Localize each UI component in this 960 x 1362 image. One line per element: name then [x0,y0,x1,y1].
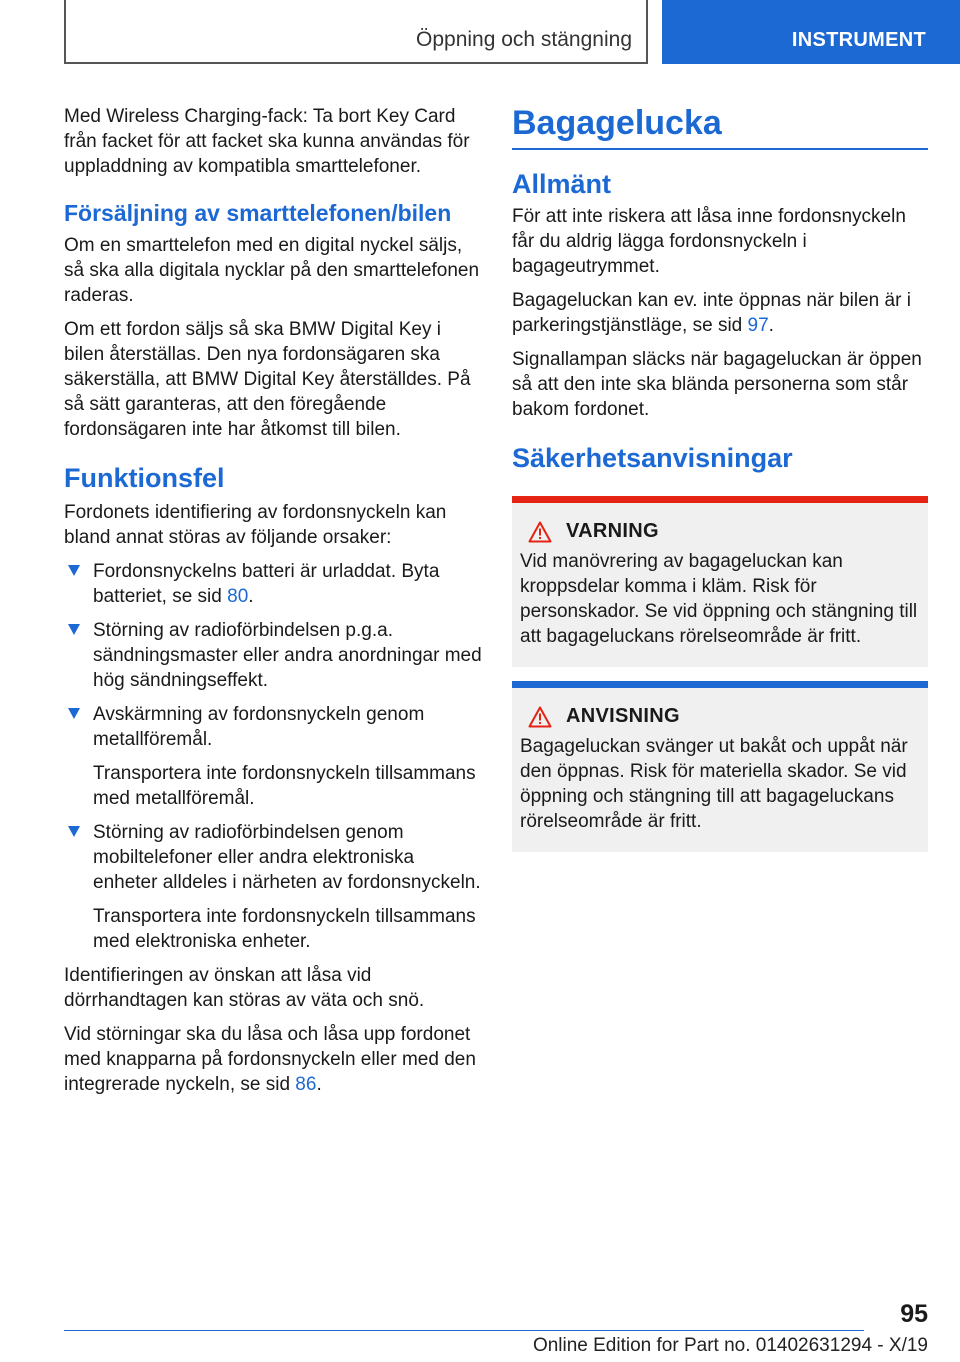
header-chapter-tab[interactable] [662,0,960,64]
left-column: Med Wireless Charging-fack: Ta bort Key Card från facket för att facket ska kunna användas för uppladdning av kompatibla smarttelefoner. Försäljning av smarttelefonen/bilen Om en smarttelefon med en digital nyckel säljs, så ska alla digitala nycklar på den smarttelefonen raderas. Om ett fordon säljs så ska BMW Digital Key i bilen återställas. Den nya fordonsägaren ska säkerställa, att BMW Digital Key återställdes. På så sätt garanteras, att den föregående fordonsägaren inte har åtkomst till bilen. Funktionsfel Fordonets identifiering av fordonsnyckeln kan bland annat störas av följande orsaker: Fordonsnyckelns batteri är urladdat. Byta batteriet, se sid 80. Störning av radioförbindelsen p.g.a. sändningsmaster eller andra anordningar med hög sändningseffekt. Avskärmning av fordonsnyckeln genom metallföremål. Transportera inte fordonsnyckeln tillsammans med metallföremål. Störning av radioförbindelsen genom mobiltelefoner eller andra elektroniska enheter alldeles i närheten av fordonsnyckeln. Transportera inte fordonsnyckeln tillsammans med elektroniska enheter. Identifieringen av önskan att låsa vid dörrhandtagen kan störas av väta och snö. Vid störningar ska du låsa och låsa upp fordonet med knapparna på fordonsnyckeln eller med den integrerade nyckeln, se sid 86. [64,106,482,1095]
intro-paragraph: Med Wireless Charging-fack: Ta bort Key Card från facket för att facket ska kunna användas för uppladdning av kompatibla smarttelefoner. [64,106,470,177]
page-reference-link[interactable]: 80 [227,586,249,607]
warning-title: VARNING [566,520,659,542]
caution-triangle-icon [528,706,552,728]
notice-box [512,681,928,852]
list-item [64,820,482,954]
sale-paragraph-2: Om ett fordon säljs så ska BMW Digital Key i bilen återställas. Den nya fordonsägaren ska säkerställa, att BMW Digital Key återställdes. På så sätt garanteras, att den föregående fordonsägaren inte har åtkomst till bilen. [64,319,471,440]
list-item [64,702,482,811]
safety-heading: Säkerhetsanvisningar [512,443,793,473]
bullet-text: Avskärmning av fordonsnyckeln genom metallföremål. [93,704,425,750]
notice-bar [512,681,928,688]
right-column: Bagagelucka Allmänt För att inte riskera att låsa inne fordonsnyckeln får du aldrig lägga fordonsnyckeln i bagageutrymmet. Bagageluckan kan ev. inte öppnas när bilen är i parkeringstjänstläge, se sid 97. Signallampan släcks när bagageluckan är öppen så att den inte ska blända personerna som står bakom fordonet. Säkerhetsanvisningar VARNING Vid manövrering av bagageluckan kan kroppsdelar komma i kläm. Risk för personskador. Se vid öppning och stängning till att bagageluckans rörelseområde är fritt. ANVISNING Bagageluckan svänger ut bakåt och uppåt när den öppnas. Risk för materiella skador. Se vid öppning och stängning till att bagageluckans rörelseområde är fritt. [512,104,928,866]
bullet-triangle-icon [68,826,80,837]
fault-heading: Funktionsfel [64,463,225,493]
page-reference-link[interactable]: 86 [295,1074,317,1095]
page-number: 95 [900,1300,928,1328]
general-heading: Allmänt [512,169,612,199]
after-paragraph-1: Identifieringen av önskan att låsa vid dörrhandtagen kan störas av väta och snö. [64,965,425,1011]
bullet-text: Störning av radioförbindelsen p.g.a. sändningsmaster eller andra anordningar med hög sändningseffekt. [93,620,482,691]
footer-divider [64,1330,864,1331]
notice-title: ANVISNING [566,705,680,727]
bullet-subtext: Transportera inte fordonsnyckeln tillsammans med metallföremål. [93,763,476,809]
list-item [64,618,482,693]
bullet-triangle-icon [68,565,80,576]
after-paragraph-2: Vid störningar ska du låsa och låsa upp fordonet med knapparna på fordonsnyckeln eller med den integrerade nyckeln, se sid [64,1024,476,1095]
warning-text: Vid manövrering av bagageluckan kan kroppsdelar komma i kläm. Risk för personskador. Se vid öppning och stängning till att bagageluckans rörelseområde är fritt. [520,551,918,647]
list-item: Fordonsnyckelns batteri är urladdat. Byta batteriet, se sid 80. [64,559,482,609]
bullet-triangle-icon [68,708,80,719]
sale-heading: Försäljning av smarttelefonen/bilen [64,200,452,226]
page-title: Bagagelucka [512,104,928,150]
fault-list [64,559,482,954]
general-paragraph-2: Bagageluckan kan ev. inte öppnas när bilen är i parkeringstjänstläge, se sid [512,290,911,336]
sale-paragraph-1: Om en smarttelefon med en digital nyckel säljs, så ska alla digitala nycklar på den smarttelefonen raderas. [64,235,480,306]
warning-box [512,496,928,667]
general-paragraph-1: För att inte riskera att låsa inne fordonsnyckeln får du aldrig lägga fordonsnyckeln i bagageutrymmet. [512,206,906,277]
warning-bar [512,496,928,503]
bullet-text: Fordonsnyckelns batteri är urladdat. Byta batteriet, se sid [93,561,440,607]
footer-edition: Online Edition for Part no. 01402631294 - X/19 [532,1335,928,1356]
page-reference-link[interactable]: 97 [747,315,769,336]
general-paragraph-3: Signallampan släcks när bagageluckan är öppen så att den inte ska blända personerna som står bakom fordonet. [512,349,922,420]
warning-triangle-icon [528,521,552,543]
header-section-box [64,0,648,64]
bullet-triangle-icon [68,624,80,635]
header-section-title: Öppning och stängning [416,28,632,51]
fault-intro: Fordonets identifiering av fordonsnyckeln kan bland annat störas av följande orsaker: [64,502,447,548]
bullet-subtext: Transportera inte fordonsnyckeln tillsammans med elektroniska enheter. [93,906,476,952]
bullet-text: Störning av radioförbindelsen genom mobiltelefoner eller andra elektroniska enheter alldeles i närheten av fordonsnyckeln. [93,822,481,893]
header-chapter-label: INSTRUMENT [791,29,926,51]
notice-text: Bagageluckan svänger ut bakåt och uppåt när den öppnas. Risk för materiella skador. Se vid öppning och stängning till att bagageluckans rörelseområde är fritt. [520,736,908,832]
